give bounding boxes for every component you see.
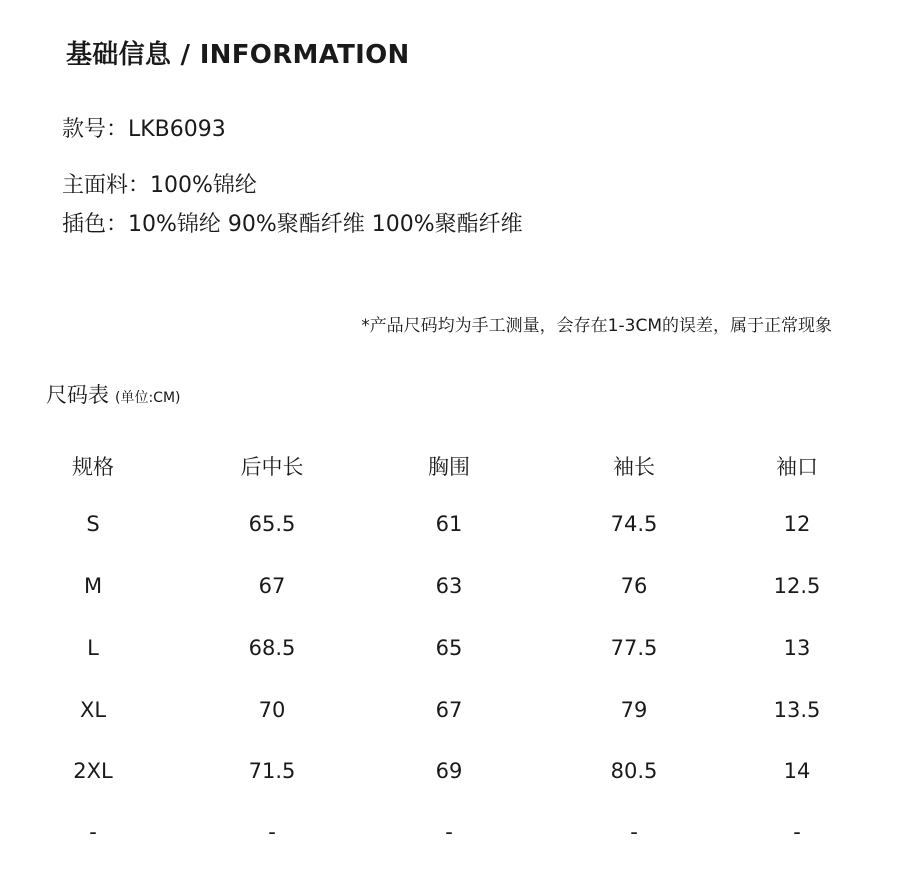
column-header-chest: 胸围 (428, 455, 470, 479)
page-title: 基础信息 / INFORMATION (66, 40, 410, 70)
table-cell-spec: S (86, 512, 100, 536)
size-chart-unit: (单位:CM) (115, 390, 181, 406)
table-cell-back-length: 67 (258, 574, 286, 598)
table-cell-spec: L (87, 636, 99, 660)
contrast-fabric: 插色：10%锦纶 90%聚酯纤维 100%聚酯纤维 (62, 212, 523, 237)
table-cell-cuff: 14 (783, 759, 811, 783)
table-cell-chest: 67 (435, 698, 463, 722)
table-cell-cuff: 12 (783, 512, 811, 536)
style-number: 款号：LKB6093 (62, 117, 226, 142)
table-cell-spec: M (83, 574, 103, 598)
size-chart-title: 尺码表 (46, 383, 109, 407)
measurement-note: *产品尺码均为手工测量，会存在1-3CM的误差，属于正常现象 (361, 316, 832, 336)
table-cell-spec: - (89, 820, 97, 844)
column-header-cuff: 袖口 (776, 455, 818, 479)
table-cell-cuff: 13.5 (773, 698, 821, 722)
table-cell-cuff: 13 (783, 636, 811, 660)
table-cell-sleeve-length: 79 (620, 698, 648, 722)
table-cell-back-length: - (268, 820, 276, 844)
table-cell-back-length: 71.5 (248, 759, 296, 783)
table-cell-chest: 69 (435, 759, 463, 783)
table-cell-back-length: 68.5 (248, 636, 296, 660)
table-cell-sleeve-length: 74.5 (610, 512, 658, 536)
table-cell-back-length: 65.5 (248, 512, 296, 536)
column-header-spec: 规格 (72, 455, 114, 479)
table-cell-cuff: - (793, 820, 801, 844)
table-cell-chest: 63 (435, 574, 463, 598)
table-cell-chest: - (445, 820, 453, 844)
main-fabric: 主面料：100%锦纶 (62, 173, 257, 198)
table-cell-sleeve-length: - (630, 820, 638, 844)
table-cell-spec: XL (79, 698, 107, 722)
table-cell-sleeve-length: 80.5 (610, 759, 658, 783)
column-header-sleeve-length: 袖长 (613, 455, 655, 479)
table-cell-chest: 61 (435, 512, 463, 536)
table-cell-spec: 2XL (73, 759, 113, 783)
table-cell-cuff: 12.5 (773, 574, 821, 598)
column-header-back-length: 后中长 (240, 455, 304, 479)
table-cell-chest: 65 (435, 636, 463, 660)
table-cell-sleeve-length: 77.5 (610, 636, 658, 660)
table-cell-sleeve-length: 76 (620, 574, 648, 598)
table-cell-back-length: 70 (258, 698, 286, 722)
